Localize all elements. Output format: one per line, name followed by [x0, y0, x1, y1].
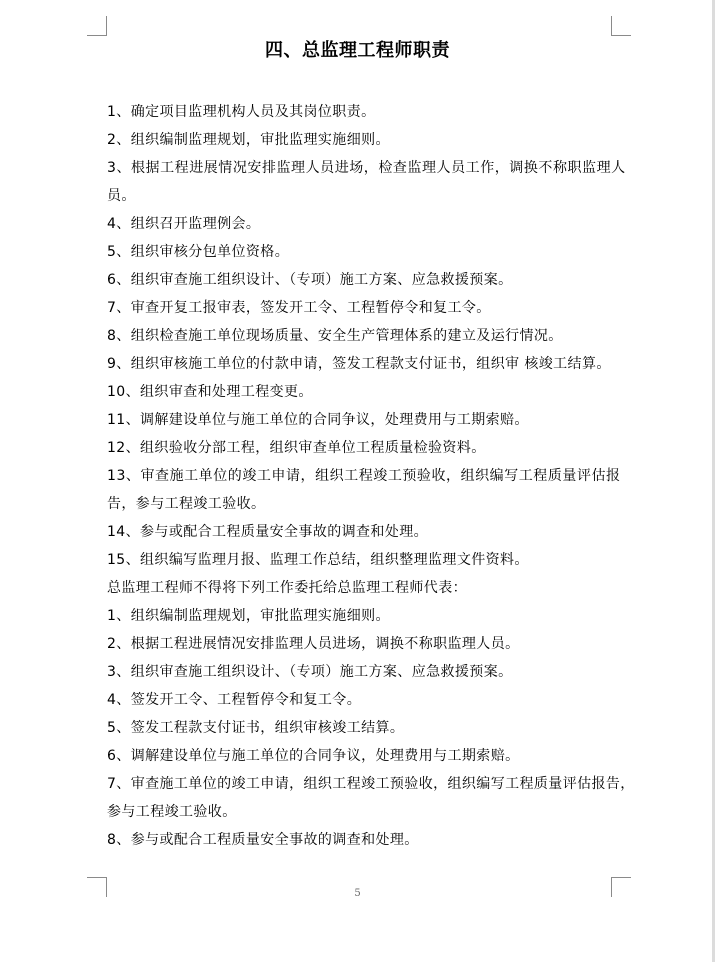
document-body — [107, 98, 635, 854]
paragraph-line: 4、组织召开监理例会。 — [107, 216, 261, 232]
paragraph-line: 15、组织编写监理月报、监理工作总结，组织整理监理文件资料。 — [107, 552, 529, 568]
paragraph-line: 5、签发工程款支付证书，组织审核竣工结算。 — [107, 720, 405, 736]
paragraph-line: 总监理工程师不得将下列工作委托给总监理工程师代表： — [107, 580, 467, 596]
paragraph-line: 3、组织审查施工组织设计、（专项）施工方案、应急救援预案。 — [107, 664, 513, 680]
paragraph-line: 1、确定项目监理机构人员及其岗位职责。 — [107, 104, 376, 120]
paragraph-line: 7、审查施工单位的竣工申请，组织工程竣工预验收，组织编写工程质量评估报告， — [107, 776, 635, 792]
page-number: 5 — [354, 888, 361, 899]
paragraph-line: 6、调解建设单位与施工单位的合同争议，处理费用与工期索赔。 — [107, 748, 520, 764]
paragraph-line: 告，参与工程竣工验收。 — [107, 496, 266, 512]
paragraph-line: 3、根据工程进展情况安排监理人员进场，检查监理人员工作，调换不称职监理人 — [107, 160, 626, 176]
paragraph-line: 12、组织验收分部工程，组织审查单位工程质量检验资料。 — [107, 440, 486, 456]
paragraph-line: 14、参与或配合工程质量安全事故的调查和处理。 — [107, 524, 429, 540]
paragraph-line: 5、组织审核分包单位资格。 — [107, 244, 290, 260]
paragraph-line: 1、组织编制监理规划，审批监理实施细则。 — [107, 608, 390, 624]
paragraph-line: 2、组织编制监理规划，审批监理实施细则。 — [107, 132, 390, 148]
paragraph-line: 10、组织审查和处理工程变更。 — [107, 384, 313, 400]
paragraph-line: 13、审查施工单位的竣工申请，组织工程竣工预验收，组织编写工程质量评估报 — [107, 468, 621, 484]
paragraph-line: 8、组织检查施工单位现场质量、安全生产管理体系的建立及运行情况。 — [107, 328, 563, 344]
paragraph-line: 员。 — [107, 188, 136, 204]
paragraph-line: 11、调解建设单位与施工单位的合同争议，处理费用与工期索赔。 — [107, 412, 529, 428]
paragraph-line: 4、签发开工令、工程暂停令和复工令。 — [107, 692, 362, 708]
paragraph-line: 7、审查开复工报审表，签发开工令、工程暂停令和复工令。 — [107, 300, 491, 316]
crop-mark-top-left — [87, 16, 107, 36]
paragraph-line: 9、组织审核施工单位的付款申请，签发工程款支付证书，组织审 核竣工结算。 — [107, 356, 611, 372]
document-title: 四、总监理工程师职责 — [265, 40, 450, 61]
crop-mark-top-right — [611, 16, 631, 36]
paragraph-line: 6、组织审查施工组织设计、（专项）施工方案、应急救援预案。 — [107, 272, 513, 288]
paragraph-line: 参与工程竣工验收。 — [107, 804, 237, 820]
paragraph-line: 8、参与或配合工程质量安全事故的调查和处理。 — [107, 832, 419, 848]
paragraph-line: 2、根据工程进展情况安排监理人员进场，调换不称职监理人员。 — [107, 636, 520, 652]
